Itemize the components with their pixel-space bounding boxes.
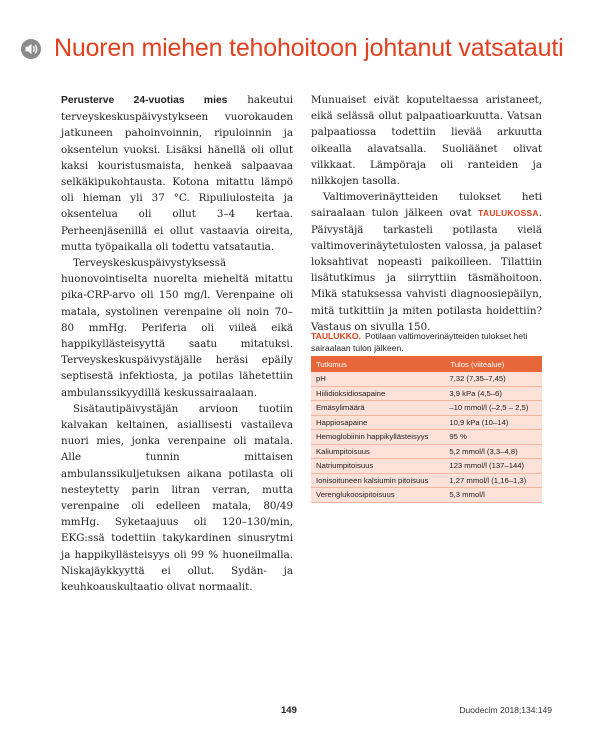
table-cell: 123 mmol/l (137–144) (445, 459, 542, 474)
paragraph: Munuaiset eivät koputeltaessa aristaneet, eikä selässä ollut palpaatioarkuutta. Vatsan palpaatiossa todettiin lievää arkuutta oikealla alavatsalla. Suoliäänet olivat vilkkaat. Lämpöraja oli ranteiden ja nilkkojen tasolla. (311, 94, 542, 188)
paragraph: Sisätautipäivystäjän arvioon tuotiin kalvakan keltainen, asiallisesti vastaileva nuori mies, jonka verenpaine oli matala. Alle tunnin mittaisen ambulanssikuljetuksen aikana potilasta oli nesteytetty parin litran verran, mutta verenpaine oli edelleen matala, 80/49 mmHg. Syketaajuus oli 120–130/min, EKG:ssä todettiin takykardinen sinusrytmi ja happikyllästeisyys oli 99 % huoneilmalla. Niskajäykkyyttä ei ollut. Sydän- ja keuhkoauskultaatio olivat normaalit. (61, 402, 293, 594)
paragraph: Terveyskeskuspäivystyksessä huonovointiselta nuorelta mieheltä mitattu pika-CRP-arvo oli 150 mg/l. Verenpaine oli matala, systolinen verenpaine oli noin 70–80 mmHg. Periferia oli viileä eikä happikyllästeisyyttä saatu mitatuksi. Terveyskeskuspäivystäjälle heräsi epäily septisestä infektiosta, ja potilas lähetettiin ambulanssikyydillä keskussairaalaan. (61, 257, 293, 399)
table-cell: 5,3 mmol/l (445, 488, 542, 503)
table-row (311, 459, 542, 474)
speaker-icon[interactable] (20, 38, 42, 60)
page-title: Nuoren miehen tehohoitoon johtanut vatsatauti (54, 34, 564, 62)
table-cell: 5,2 mmol/l (3,3–4,8) (445, 444, 542, 459)
table-row (311, 386, 542, 401)
table-cell: Ionisoituneen kalsiumin pitoisuus (311, 473, 445, 488)
paragraph (311, 189, 542, 335)
table-caption (311, 330, 542, 354)
paragraph-text: Valtimoverinäytteiden tulokset heti sairaalaan tulon jälkeen ovat (311, 191, 542, 220)
results-table (311, 356, 542, 503)
title-row (20, 34, 590, 63)
column-header: Tutkimus (311, 356, 445, 372)
table-row (311, 415, 542, 430)
table-cell: Happiosapaine (311, 415, 445, 430)
table-cell: Kaliumpitoisuus (311, 444, 445, 459)
paragraph-text: hakeutui terveyskeskuspäivystykseen vuorokauden jatkuneen pahoinvoinnin, ripuloinnin ja oksentelun vuoksi. Lisäksi hänellä oli ollut kaksi kouristusmaista, henkeä salpaavaa selkäkipukohtausta. Kotona mitattu lämpö oli hieman yli 37 °C. Ripuliulosteita ja oksentelua oli ollut 3–4 kertaa. Perheenjäsenillä ei ollut vastaavia oireita, mutta työpaikalla oli todettu vatsatautia. (61, 94, 293, 253)
table-cell: 3,9 kPa (4,5–6) (445, 386, 542, 401)
table-cell: Hiilidioksidiosapaine (311, 386, 445, 401)
table-reference[interactable]: TAULUKOSSA (478, 208, 539, 219)
table-row (311, 401, 542, 416)
table-cell: Verenglukoosipitoisuus (311, 488, 445, 503)
source-citation: Duodecim 2018;134:149 (459, 705, 552, 715)
table-cell: –10 mmol/l (–2,5 – 2,5) (445, 401, 542, 416)
table-row (311, 473, 542, 488)
table-cell: Emäsylimäärä (311, 401, 445, 416)
table-row (311, 488, 542, 503)
paragraph-text: . Päivystäjä tarkasteli potilasta vielä valtimoverinäytetulosten valossa, ja palaset loksahtivat nopeasti paikoilleen. Tilattiin lisätutkimus ja siirryttiin täsmähoitoon. Mikä statuksessa vahvisti diagnoosiepäilyn, mitä tutkittiin ja miten potilasta hoidettiin? Vastaus on sivulla 150. (311, 207, 542, 333)
table-cell: 7,32 (7,35–7,45) (445, 372, 542, 386)
column-header: Tulos (viitealue) (445, 356, 542, 372)
paragraph (61, 92, 293, 255)
table-cell: 1,27 mmol/l (1,16–1,3) (445, 473, 542, 488)
table-cell: Natriumpitoisuus (311, 459, 445, 474)
table-cell: 95 % (445, 430, 542, 445)
table-header-row (311, 356, 542, 372)
lead-text: Perusterve 24-vuotias mies (61, 95, 228, 106)
table-row (311, 430, 542, 445)
page-number: 149 (281, 705, 297, 716)
table-label: TAULUKKO. (311, 331, 361, 341)
table-cell: Hemoglobiinin happikyllästeisyys (311, 430, 445, 445)
table-row (311, 372, 542, 386)
table-cell: pH (311, 372, 445, 386)
right-column (311, 92, 542, 335)
table-row (311, 444, 542, 459)
table-caption-text: Potilaan valtimoverinäytteiden tulokset heti sairaalaan tulon jälkeen. (311, 331, 528, 353)
left-column (61, 92, 293, 595)
table-cell: 10,9 kPa (10–14) (445, 415, 542, 430)
